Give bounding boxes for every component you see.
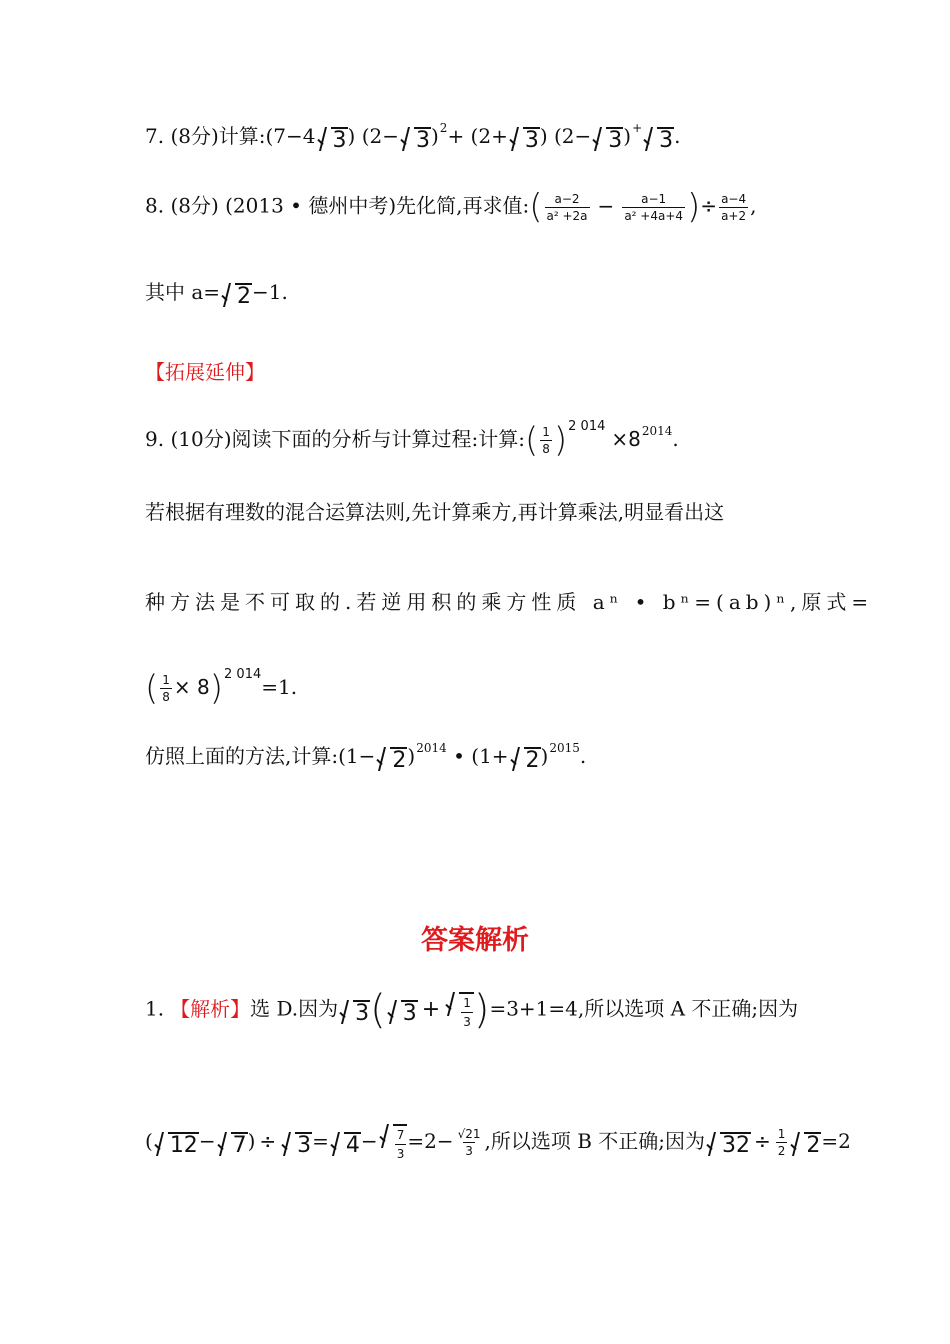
fraction (456, 1128, 483, 1157)
answer-text: =3+1=4,所以选项 A 不正确;因为 (489, 996, 799, 1021)
q7-text: . (674, 124, 681, 148)
fraction (540, 426, 552, 455)
sqrt-symbol (592, 127, 623, 152)
denominator: a² +4a+4 (624, 208, 684, 223)
sqrt-symbol (400, 127, 431, 152)
answer-1-line-2 (145, 1124, 851, 1161)
right-paren: ) (473, 987, 490, 1033)
denominator: 8 (162, 690, 170, 704)
radicand: 3 (415, 128, 430, 153)
q9-text: 仿照上面的方法,计算:(1− (145, 744, 376, 768)
exponent: 2 (439, 121, 448, 135)
answer-1 (145, 987, 799, 1033)
denominator: 8 (542, 442, 550, 456)
question-9-line-5 (145, 742, 586, 772)
section-label-extension: 【拓展延伸】 (145, 360, 265, 384)
q7-prefix: 7. (8分)计算:(7−4 (145, 124, 316, 148)
question-8-line-2 (145, 282, 288, 308)
radicand: 3 (332, 128, 347, 153)
numerator: 1 (777, 1127, 786, 1141)
numerator: a−4 (721, 191, 747, 206)
answer-text: − (360, 1129, 378, 1153)
question-9-line-4 (145, 667, 298, 709)
left-paren: ( (524, 420, 539, 461)
right-paren: ) (687, 187, 701, 227)
fraction (395, 1128, 407, 1161)
numerator: a−2 (554, 191, 580, 206)
denominator: 3 (395, 1144, 407, 1161)
left-paren: ( (529, 187, 543, 227)
answer-text: = (312, 1129, 329, 1153)
numerator: 1 (162, 673, 170, 687)
q9-text: ) (407, 744, 416, 768)
sqrt-symbol (317, 127, 348, 152)
numerator: a−1 (641, 191, 667, 206)
exponent: 2 014 (568, 419, 606, 434)
answer-number: 1. (145, 996, 165, 1021)
radicand: 3 (297, 1133, 312, 1158)
denominator: 3 (465, 1144, 473, 1158)
q9-text: ×8 (611, 427, 641, 451)
question-9-line-2: 若根据有理数的混合运算法则,先计算乘方,再计算乘法,明显看出这 (145, 500, 725, 524)
fraction (545, 193, 590, 222)
sqrt-symbol (221, 283, 252, 308)
sqrt-symbol (510, 747, 541, 772)
sqrt-symbol (509, 127, 540, 152)
sqrt-symbol (790, 1132, 821, 1157)
division-sign: ÷ (754, 1129, 771, 1153)
q7-text: ) (623, 124, 632, 148)
minus-sign: − (597, 193, 615, 218)
numerator: 1 (542, 425, 550, 439)
radicand: 2 (525, 748, 540, 773)
radicand: 7 (232, 1133, 247, 1158)
numerator: √21 (457, 1127, 481, 1141)
question-7 (145, 122, 681, 152)
radicand: 3 (659, 128, 674, 153)
question-9-line-3: 种方法是不可取的.若逆用积的乘方性质 aⁿ • bⁿ=(ab)ⁿ,原式= (145, 590, 874, 614)
radicand: 2 (237, 284, 252, 309)
q7-text: ) (430, 124, 439, 148)
analysis-label: 【解析】 (170, 996, 251, 1021)
division-sign: ÷ (700, 193, 718, 218)
q9-text: ) (540, 744, 549, 768)
radicand: 12 (169, 1133, 198, 1158)
radicand: 2 (806, 1133, 821, 1158)
answer-text: =2 (821, 1129, 851, 1153)
q9-text: × 8 (173, 675, 210, 699)
denominator: a+2 (721, 208, 747, 223)
sqrt-symbol (330, 1132, 361, 1157)
question-8 (145, 187, 757, 227)
q9-text: =1. (261, 675, 298, 699)
q8-text: −1. (252, 280, 288, 304)
answer-text: =2− (407, 1129, 454, 1153)
exponent: + (632, 121, 643, 135)
fraction (461, 996, 473, 1029)
sqrt-symbol (154, 1132, 199, 1157)
q8-prefix: 8. (8分) (2013 • 德州中考)先化简,再求值: (145, 193, 530, 218)
division-sign: ÷ (259, 1129, 277, 1153)
answers-heading: 答案解析 (421, 925, 529, 956)
sqrt-symbol (281, 1132, 312, 1157)
q7-text: ) (2− (347, 124, 399, 148)
numerator: 7 (396, 1128, 405, 1142)
fraction (160, 674, 172, 703)
answer-text: ( (145, 1129, 153, 1153)
answer-text: − (198, 1129, 216, 1153)
left-paren: ( (370, 987, 386, 1033)
denominator: 3 (461, 1012, 473, 1029)
sqrt-symbol (445, 992, 474, 1029)
q8-text: 其中 a= (145, 280, 221, 304)
q7-text: ) (2− (539, 124, 592, 148)
question-9 (145, 419, 679, 461)
sqrt-symbol (387, 1000, 418, 1025)
answer-text: ) (247, 1129, 256, 1153)
radicand: 4 (345, 1133, 360, 1158)
right-paren: ) (553, 420, 568, 461)
numerator: 1 (463, 995, 471, 1010)
sqrt-symbol (339, 1000, 370, 1025)
q9-text: . (672, 427, 679, 451)
radicand: 2 (392, 748, 407, 773)
radicand: 3 (402, 1000, 417, 1026)
q7-text: + (2+ (447, 124, 508, 148)
exponent: 2 014 (224, 667, 262, 682)
q8-text: , (750, 193, 757, 218)
fraction (622, 193, 685, 222)
left-paren: ( (145, 668, 159, 709)
q9-prefix: 9. (10分)阅读下面的分析与计算过程:计算: (145, 427, 525, 451)
answer-text: 选 D.因为 (250, 996, 339, 1021)
radicand: 32 (722, 1133, 751, 1158)
exponent: 2014 (416, 741, 447, 755)
denominator: a² +2a (546, 208, 588, 223)
denominator: 2 (777, 1144, 786, 1158)
sqrt-symbol (643, 127, 674, 152)
answer-text: ,所以选项 B 不正确;因为 (484, 1129, 706, 1153)
radicand: 3 (608, 128, 623, 153)
right-paren: ) (209, 668, 224, 709)
plus-sign: + (421, 996, 441, 1022)
exponent: 2014 (641, 424, 673, 438)
q9-text: • (1+ (446, 744, 509, 768)
sqrt-symbol (706, 1132, 751, 1157)
sqrt-symbol (217, 1132, 248, 1157)
sqrt-symbol (379, 1124, 408, 1161)
fraction (776, 1128, 788, 1157)
radicand: 3 (355, 1000, 370, 1026)
fraction (719, 193, 748, 222)
exponent: 2015 (549, 741, 580, 755)
sqrt-symbol (376, 747, 407, 772)
q9-text: . (579, 744, 587, 768)
radicand: 3 (524, 128, 539, 153)
